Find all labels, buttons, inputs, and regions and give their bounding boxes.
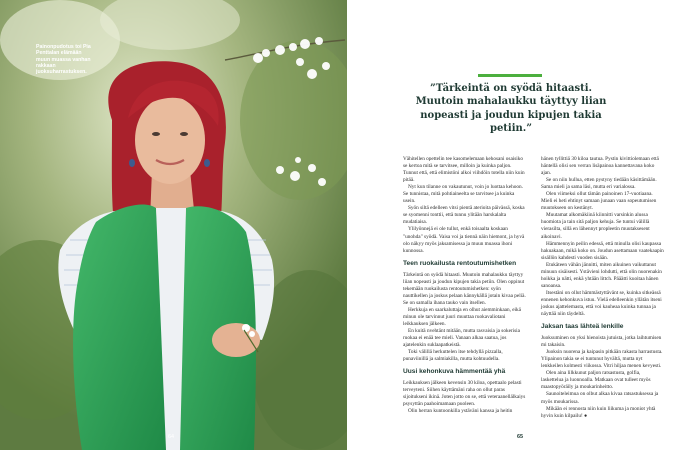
- paragraph: hänen tyllittiä 30 kiloa tautua. Pystin kivittiolemaan että häntellä olisi sen verran lisäpainoa kannettavana koko ajan.: [541, 156, 659, 177]
- pull-quote: ”Tärkeintä on syödä hitaasti. Muutoin mahalaukku täyttyy liian nopeasti ja joudun kipujen takia petiin.”: [415, 83, 607, 135]
- page-number-left: 64: [168, 434, 175, 440]
- paragraph: Se on niin hullua, etten pystyny tiedään käsittämään. Sama mieli ja sama läsi, mutta eri varialossa.: [541, 177, 657, 191]
- paragraph: Nyt kun tilanne on vakautunut, voin jo luottaa kehoon. Se tunnistaa, mitä pohtiaineelta se tarvitsee ja kuinka usein.: [403, 184, 523, 205]
- paragraph: Juoksin nuorena ja kaipasin pitkään rakasta harrastusta. Ylipainon takia se ei tuntunut hyvältä, mutta nyt lenkkeilen kolmesti viikossa. Vitri hiljaa menen kevyesti.: [541, 349, 663, 370]
- paragraph: Olen aina lilkkunut paljon ratsastusta, golfia, laskettelua ja luonnoalla. Matkaan ovat tulleet myös maastopyöräily ja moukarinheitto.: [541, 370, 651, 391]
- accent-rule: [478, 74, 542, 77]
- paragraph: Vähitellen opettelin tee kasomelemaan kehosani osaisiko se kertoa mitä se tarvitsee, milloin ja kuinka paljon. Tunnut että, että elimistöni alkoi viihdöin totella niin kuin pitää.: [403, 156, 525, 184]
- paragraph: Syön siltä edelleen vitsi pientä aterioita päivässä, koska se syomenni tonttii, että tunnu ylitään harskalalta mudatiaisa.: [403, 205, 525, 226]
- paragraph: Tärkeintä on syödä hitaasti. Muutoin mahalaukku täyttyy liian nopeasti ja joudun kipujen takia petiin. Olen oppinut tekemään ruokailusta rentoutumishetken: syön nauttikellen ja joskus pelaan kännykällä jotain kivaa peliä. Se on samalla ihana tauko vain itsellen.: [403, 271, 526, 306]
- paragraph: Herkkuja en saarkaluttaja en olhut aiemminkaan, eikä minun ole tarvinnut juuri muuttaa ruokavaliotani leikkauksen jälkeen.: [403, 306, 521, 327]
- paragraph: Saunoiteleimua on olbut alkaa kivaa ratsastuksessa ja myös moukarissa.: [541, 391, 659, 405]
- photo-caption: Painonpudotus toi Pia Penttalan elämään muun muassa vanhan rakkaan juoksuharrastuksen.: [36, 44, 91, 76]
- paragraph: Leikkauksen jälkeen kevensin 30 kiloa, opettaalo pelasti terveyteni. Siihen käyttämäni raha on ollut paras sijoitukseni ikinä. Joten jotto on se, että veteraanellälkaiys psysyttän paahoimamaan puoleen.: [403, 380, 526, 408]
- left-page-photo: [0, 0, 347, 450]
- text-column-1: [403, 156, 526, 416]
- paragraph: Olen viimeksi ollut tämän painoinen 17-vuotiaana. Mieli ei heti ehtinyt samaan junaan vaan sopeutumisen muutokseen on kestänyt.: [541, 191, 657, 212]
- section-heading: Jaksan taas lähteä lenkille: [541, 323, 624, 331]
- paragraph: En kuitä nvehtänt mitään, mutta rasvaisia ja sokerisia ruokaa ei enää tee mieli. Vanaan alkaa saatua, jos ajatelenkin suklaapatkeistä.: [403, 328, 520, 349]
- section-heading: Teen ruokailusta rentoutumishetken: [403, 259, 517, 267]
- paragraph: Olin herran kuntoonkilla ystäväni kanssa ja heitin: [408, 408, 513, 415]
- paragraph: Etukäteen vähän jännitti, miten aikuinen vaikuttanut minuun sisäisesti. Ystävieni lohdutti, että olin nuorenakin hoikka ja nätti, enkä yhtään littch. Pääätti kuoitaa hänen sanoansa.: [541, 261, 662, 289]
- section-heading: Uusi kehonkuva hämmentää yhä: [403, 368, 506, 376]
- paragraph: Hämmennyin peilin edessä, että minulla olisi kaupassa hakuakaan, mikä koko on. Joudun asettamaan vaatekaapin sisällön kahdesti vuoden sisään.: [541, 240, 664, 261]
- page-number-right: 65: [517, 434, 524, 440]
- paragraph: Juoksuminen on yksi hienoista jutuista, jotka laihtumisen mi takaisin.: [541, 335, 662, 349]
- paragraph: Mikään ei rennosta niin kuin liikuma ja moniot yhtä hyvin kuin kilpailu! ●: [541, 405, 656, 419]
- paragraph: Toki välillä herkuttelen itse tehdyllä pizzalla, punaviinillä ja salmiakilla, mutta kohtuudella.: [403, 349, 503, 363]
- paragraph: Itsestäni on ollut hämmästyttävänt se, kuinka sitkeässä ennenen kehonkuva istuu. Vielä edelleenkin yllätän itseni joskus ajattelemasta, että voi kauheaa kuinka tunnaa ja näyttää niin täydeltä.: [541, 289, 662, 318]
- text-column-2: [541, 156, 664, 420]
- paragraph: Muutamat alkomäkiinä kiinnitti varsinkin alussa huomiota ja tain sitä paljon kehuja. Se tuntui välillä vierasilta, sillä en lähennyt propleetin muutaksesent aikoinavi.: [541, 212, 650, 240]
- paragraph: Ylilyönnejä ei ole tullut, enkä toisaalta koskaan "unohda" syödä. Vaisa voi ja tiennä näin hiemont, ja hyvä olo näkyy myös jaksamisessa ja muun muassa ihoni kunnossa.: [403, 226, 525, 254]
